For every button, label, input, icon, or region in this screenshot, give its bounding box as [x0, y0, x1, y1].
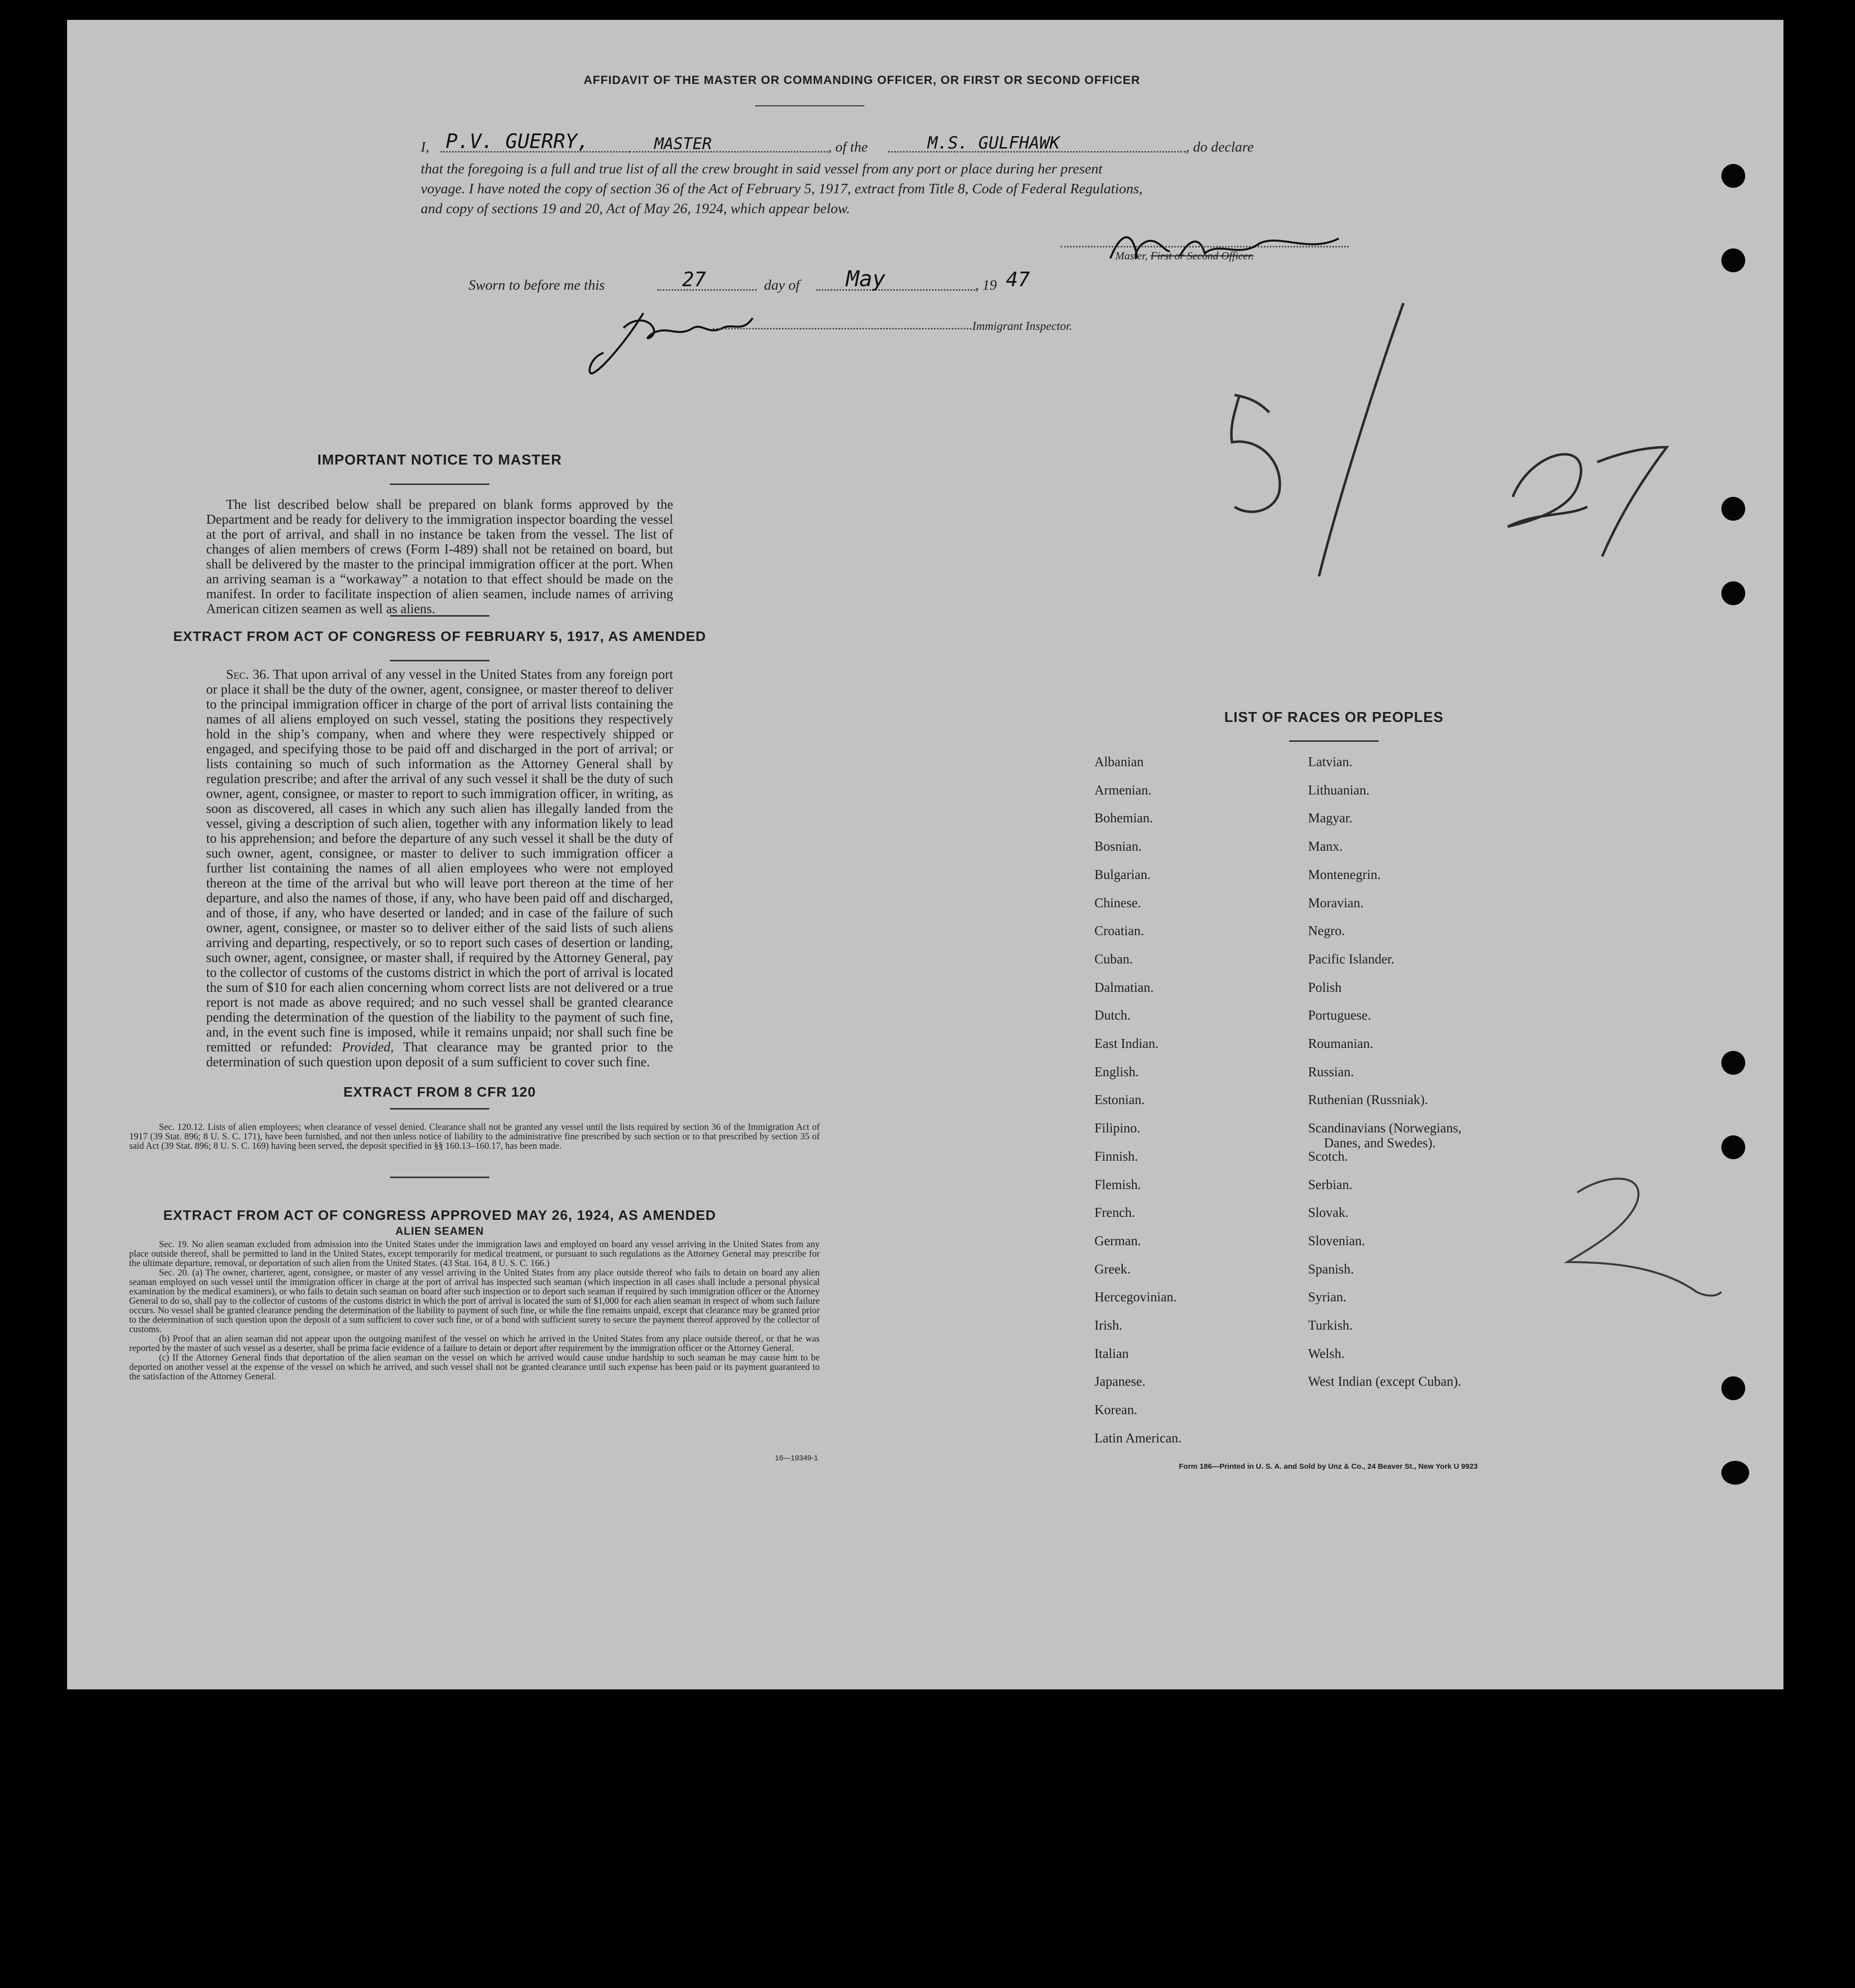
punch-hole	[1721, 1135, 1745, 1159]
race-item: Welsh.	[1308, 1346, 1345, 1361]
declarant-prefix: I,	[421, 139, 429, 155]
title-dotted-line	[629, 151, 828, 153]
punch-hole	[1721, 248, 1745, 272]
race-item: Filipino.	[1094, 1120, 1141, 1136]
sworn-day-line	[657, 289, 757, 291]
race-item: Turkish.	[1308, 1318, 1353, 1333]
extract-1924-body	[129, 1240, 820, 1382]
race-item: East Indian.	[1094, 1036, 1159, 1051]
race-item: Japanese.	[1094, 1374, 1146, 1389]
race-item: Croatian.	[1094, 923, 1144, 939]
race-item: German.	[1094, 1233, 1141, 1248]
race-item: Scandinavians (Norwegians,	[1308, 1120, 1462, 1136]
of-the-label: , of the	[828, 139, 868, 155]
extract-cfr-end-rule	[390, 1177, 489, 1178]
declarant-name: P.V. GUERRY,	[446, 130, 589, 153]
extract-1917-text-after: That clearance may be granted prior to the determination of such question upon deposit of a sum sufficient to cover such fine.	[206, 1039, 674, 1069]
race-item: Moravian.	[1308, 895, 1364, 910]
extract-1924-sec20c: (c) If the Attorney General finds that deportation of the alien seaman on the vessel on which he arrived would cause undue hardship to such seaman he may cause him to be deported on another vessel at the expense of the vessel on which he arrived, and such vessel shall not be granted clearance until such expense has been paid or its payment guaranteed to the satisfaction of the Attorney General.	[129, 1353, 820, 1382]
inspector-label: Immigrant Inspector.	[972, 320, 1073, 333]
affidavit-declaration-line	[421, 130, 1439, 155]
race-item: Portuguese.	[1308, 1008, 1371, 1023]
race-item: Bosnian.	[1094, 839, 1142, 854]
race-item: Polish	[1308, 979, 1342, 995]
year-suffix: 47	[1006, 268, 1030, 291]
race-item: Armenian.	[1094, 782, 1152, 797]
date-mark-handwriting	[1160, 298, 1706, 596]
race-item: Estonian.	[1094, 1092, 1145, 1108]
race-item: Magyar.	[1308, 810, 1353, 826]
race-item: French.	[1094, 1205, 1135, 1220]
sworn-line	[468, 268, 1164, 298]
affidavit-body-line-3: and copy of sections 19 and 20, Act of May 26, 1924, which appear below.	[421, 201, 850, 217]
race-item: Hercegovinian.	[1094, 1289, 1177, 1305]
extract-cfr-body: Sec. 120.12. Lists of alien employees; when clearance of vessel denied. Clearance shall not be granted any vessel until the lists required by section 36 of the Immigration Act of 1917 (39 Stat. 896; 8 U. S. C. 171), have been furnished, and not then unless notice of liability to the administrative fine prescribed by such section or to that prescribed by section 35 of said Act (39 Stat. 896; 8 U. S. C. 169) having been served, the deposit specified in §§ 160.13–160.17, has been made.	[129, 1122, 820, 1151]
year-prefix: , 19	[975, 277, 997, 293]
affidavit-body	[421, 159, 1370, 219]
punch-hole	[1721, 1376, 1745, 1400]
race-item: Korean.	[1094, 1402, 1138, 1418]
punch-hole	[1721, 164, 1745, 188]
notice-title-rule	[390, 483, 489, 485]
race-item: Dutch.	[1094, 1008, 1131, 1023]
master-role-struck: First or Second Officer.	[1150, 249, 1254, 262]
punch-hole	[1721, 497, 1745, 521]
affidavit-body-line-1: that the foregoing is a full and true list of all the crew brought in said vessel from any port or place during her present	[421, 161, 1103, 177]
race-item: Latin American.	[1094, 1430, 1182, 1445]
race-item: Scotch.	[1308, 1148, 1348, 1164]
race-item: Ruthenian (Russniak).	[1308, 1092, 1428, 1108]
extract-1917-rule	[390, 660, 489, 661]
race-item: Albanian	[1094, 754, 1144, 769]
sworn-month-line	[816, 289, 975, 291]
date-mark-text	[1309, 368, 1357, 391]
race-item: Danes, and Swedes).	[1324, 1135, 1436, 1151]
race-item: Roumanian.	[1308, 1036, 1374, 1051]
race-item: Russian.	[1308, 1064, 1354, 1079]
race-item: West Indian (except Cuban).	[1308, 1374, 1462, 1389]
extract-cfr-rule	[390, 1108, 489, 1110]
extract-1917-body	[206, 667, 673, 1069]
form-code: 16—19349-1	[775, 1454, 818, 1462]
extract-1924-sec19: Sec. 19. No alien seaman excluded from admission into the United States under the immigration laws and employed on board any vessel arriving in the United States from any place outside thereof, shall be permitted to land in the United States, except temporarily for medical treatment, or pursuant to such regulations as the Attorney General may prescribe for the ultimate departure, removal, or deportation of such alien from the United States. (43 Stat. 164, 8 U. S. C. 166.)	[129, 1240, 820, 1269]
extract-1917-provided: Provided,	[341, 1039, 394, 1054]
sworn-prefix: Sworn to before me this	[468, 277, 605, 293]
race-item: Greek.	[1094, 1261, 1131, 1276]
punch-hole	[1721, 581, 1745, 605]
race-item: Cuban.	[1094, 951, 1133, 966]
notice-end-rule	[390, 615, 489, 617]
master-role: Master,	[1115, 249, 1148, 262]
punch-hole	[1721, 1461, 1749, 1485]
do-declare-label: , do declare	[1186, 139, 1254, 155]
extract-cfr-title: EXTRACT FROM 8 CFR 120	[343, 1084, 536, 1100]
race-item: Slovenian.	[1308, 1233, 1365, 1248]
sworn-month: May	[846, 266, 886, 292]
affidavit-title-rule	[755, 105, 864, 106]
races-footer: Form 186—Printed in U. S. A. and Sold by Unz & Co., 24 Beaver St., New York U 9923	[1179, 1462, 1478, 1471]
extract-1924-sec20a: Sec. 20. (a) The owner, charterer, agent, consignee, or master of any vessel arriving in the United States from any place outside thereof who fails to detain on board any alien seaman employed on such vessel until the immigration officer in charge at the port of arrival has inspected such seaman (which inspection in all cases shall include a personal physical examination by the medical examiners), or who fails to detain such seaman on board after such inspection or to deport such seaman if required by such immigration officer or the Attorney General to do so, shall pay to the collector of customs of the customs district in which the port of arrival is located the sum of $1,000 for each alien seaman in respect of whom such failure occurs. No vessel shall be granted clearance pending the determination of the liability to payment of such fine, or while the fine remains unpaid, except that clearance may be granted prior to the determination of such question upon the deposit of a sum sufficient to cover such fine, or of a bond with sufficient surety to secure the payment thereof approved by the collector of customs.	[129, 1268, 820, 1335]
affidavit-title: AFFIDAVIT OF THE MASTER OR COMMANDING OFFICER, OR FIRST OR SECOND OFFICER	[583, 74, 1141, 87]
document-sheet	[67, 20, 1783, 1689]
notice-title: IMPORTANT NOTICE TO MASTER	[317, 452, 562, 468]
extract-1917-text: That upon arrival of any vessel in the United States from any foreign port or place it shall be the duty of the owner, agent, consignee, or master thereof to deliver to the principal immigration officer in charge of the port of arrival lists containing the names of all aliens employed on such vessel, stating the positions they respectively hold in the ship’s company, when and where they were respectively shipped or engaged, and specifying those to be paid off and discharged in the port of arrival; or lists containing so much of such information as the Attorney General shall by regulation prescribe; and after the arrival of any such vessel it shall be the duty of such owner, agent, consignee, or master to report to such immigration officer, in writing, as soon as discovered, all cases in which any such alien has illegally landed from the vessel, giving a description of such alien, together with any information likely to lead to his apprehension; and before the departure of any such vessel it shall be the duty of such owner, agent, consignee, or master to deliver to such immigration officer a further list containing the names of all alien employees who were not employed thereon at the time of the arrival but who will leave port thereon at the time of her departure, and also the names of those, if any, who have been paid off and discharged, and of those, if any, who have deserted or landed; and in case of the failure of such owner, agent, consignee, or master so to deliver either of the said lists of such aliens arriving and departing, respectively, or so to report such cases of desertion or landing, such owner, agent, consignee, or master shall, if required by the Attorney General, pay to the collector of customs of the customs district in which the port of arrival is located the sum of $10 for each alien concerning whom correct lists are not delivered or a true report is not made as above required; and no such vessel shall be granted clearance pending the determination of the question of the liability to the payment of such fine, and, in the event such fine is imposed, while it remains unpaid; nor shall such fine be remitted or refunded:	[206, 667, 673, 1054]
race-item: Serbian.	[1308, 1177, 1353, 1192]
page-mark-handwriting	[1538, 1163, 1746, 1312]
race-item: Bulgarian.	[1094, 867, 1151, 882]
page-mark-text	[1582, 1202, 1594, 1225]
notice-body: The list described below shall be prepared on blank forms approved by the Department and be ready for delivery to the immigration inspector boarding the vessel at the port of arrival, and shall in no instance be taken from the vessel. The list of changes of alien members of crews (Form I-489) shall not be retained on board, but shall be delivered by the master to the principal immigration officer at the port. When an arriving seaman is a “workaway” a notation to that effect should be made on the manifest. In order to facilitate inspection of alien seamen, include names of arriving American citizen seamen as well as aliens.	[206, 497, 673, 616]
inspector-signature-line	[713, 328, 971, 329]
race-item: Pacific Islander.	[1308, 951, 1394, 966]
affidavit-body-line-2: voyage. I have noted the copy of section 36 of the Act of February 5, 1917, extract from Title 8, Code of Federal Regulations,	[421, 181, 1143, 197]
races-title: LIST OF RACES OR PEOPLES	[1224, 710, 1444, 725]
race-item: Latvian.	[1308, 754, 1353, 769]
race-item: Montenegrin.	[1308, 867, 1381, 882]
race-item: Negro.	[1308, 923, 1345, 939]
extract-1924-title: EXTRACT FROM ACT OF CONGRESS APPROVED MAY 26, 1924, AS AMENDED	[163, 1207, 716, 1223]
races-title-rule	[1289, 740, 1379, 742]
punch-hole	[1721, 1051, 1745, 1075]
race-item: Manx.	[1308, 839, 1343, 854]
extract-1924-sec20b: (b) Proof that an alien seaman did not appear upon the outgoing manifest of the vessel on which he arrived in the United States from any place outside thereof, or that he was reported by the master of such vessel as a deserter, shall be prima facie evidence of a failure to detain or deport after requirement by the immigration officer or the Attorney General.	[129, 1334, 820, 1353]
inspector-signature-text	[618, 308, 724, 333]
race-item: Spanish.	[1308, 1261, 1354, 1276]
race-item: Italian	[1094, 1346, 1129, 1361]
sworn-day: 27	[682, 268, 706, 291]
extract-1917-title: EXTRACT FROM ACT OF CONGRESS OF FEBRUARY 5, 1917, AS AMENDED	[173, 629, 706, 644]
race-item: Flemish.	[1094, 1177, 1141, 1192]
race-item: Slovak.	[1308, 1205, 1349, 1220]
extract-1917-sec-label: Sec. 36.	[226, 667, 270, 682]
extract-1924-subtitle: ALIEN SEAMEN	[395, 1225, 484, 1237]
race-item: Syrian.	[1308, 1289, 1347, 1305]
vessel-name: M.S. GULFHAWK	[928, 133, 1060, 153]
declarant-title: MASTER	[654, 134, 712, 153]
race-item: Dalmatian.	[1094, 979, 1154, 995]
race-item: Irish.	[1094, 1318, 1123, 1333]
day-of-label: day of	[764, 277, 800, 293]
race-item: Finnish.	[1094, 1148, 1138, 1164]
master-role-line	[1115, 249, 1254, 262]
race-item: Lithuanian.	[1308, 782, 1370, 797]
race-item: Bohemian.	[1094, 810, 1153, 826]
race-item: Chinese.	[1094, 895, 1141, 910]
race-item: English.	[1094, 1064, 1139, 1079]
